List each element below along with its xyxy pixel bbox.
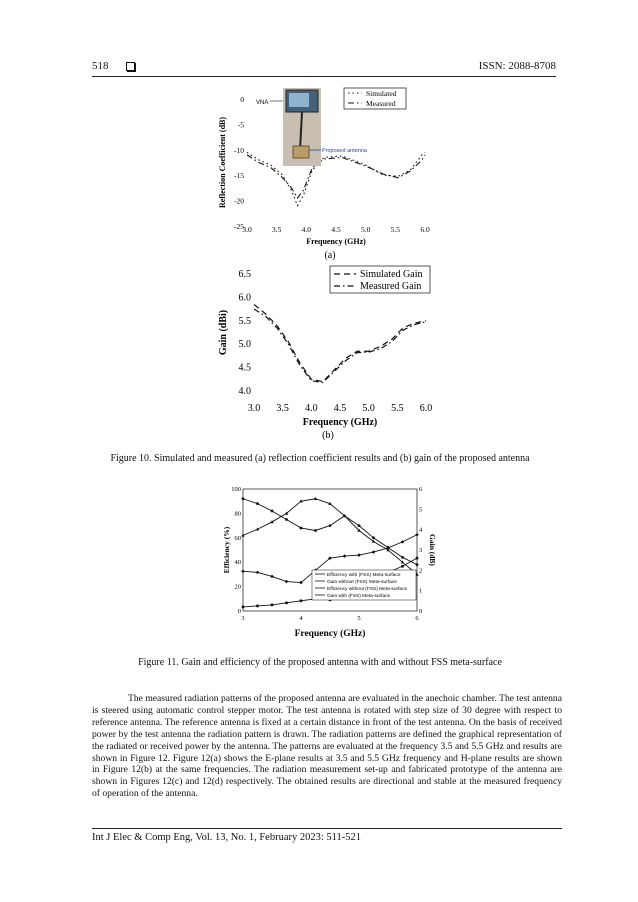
y-tick-label: -25 bbox=[234, 222, 244, 231]
data-point bbox=[256, 571, 260, 575]
legend-label: Gain without (FSS) Meta-surface bbox=[327, 580, 397, 585]
data-point bbox=[401, 556, 404, 559]
x-tick-label: 4.0 bbox=[301, 225, 312, 234]
figure11-caption: Figure 11. Gain and efficiency of the proposed antenna with and without FSS meta-surface bbox=[138, 657, 502, 668]
y-tick-label: 40 bbox=[234, 559, 241, 567]
panel-b-label: (b) bbox=[322, 430, 334, 441]
legend-label: Measured Gain bbox=[360, 281, 422, 292]
data-point bbox=[343, 554, 347, 558]
y-tick-label: 100 bbox=[231, 486, 241, 493]
x-axis-label: Frequency (GHz) bbox=[306, 237, 366, 246]
data-point bbox=[372, 550, 376, 554]
proposed-antenna-label: Proposed antenna bbox=[322, 148, 367, 154]
y-right-tick-label: 1 bbox=[419, 587, 423, 595]
x-tick-label: 3.0 bbox=[247, 403, 261, 414]
data-point bbox=[271, 510, 274, 513]
data-point bbox=[357, 553, 361, 557]
legend-label: Gain with (FSS) Meta-surface bbox=[327, 594, 391, 599]
y-tick-label: 6.0 bbox=[238, 292, 251, 304]
y-right-axis-label: Gain (dB) bbox=[428, 534, 437, 566]
data-point bbox=[329, 524, 332, 527]
y-right-tick-label: 3 bbox=[419, 547, 423, 554]
data-point bbox=[300, 600, 303, 603]
data-point bbox=[242, 606, 245, 609]
y-axis-label: Reflection Coefficient (dB) bbox=[218, 116, 227, 209]
x-tick-label: 4 bbox=[299, 615, 303, 622]
data-point bbox=[256, 605, 259, 608]
data-point bbox=[372, 536, 375, 539]
data-point bbox=[285, 602, 288, 605]
y-tick-label: -20 bbox=[234, 196, 244, 206]
x-tick-label: 5 bbox=[357, 615, 361, 622]
x-tick-label: 6 bbox=[415, 615, 419, 622]
data-point bbox=[358, 524, 361, 527]
page-number: 518 bbox=[92, 60, 109, 72]
x-tick-label: 4.0 bbox=[305, 403, 318, 414]
legend-label: Efficiency without (FSS) Meta-surface bbox=[327, 587, 408, 592]
y-right-tick-label: 0 bbox=[419, 608, 423, 615]
y-right-tick-label: 6 bbox=[419, 486, 423, 493]
legend-label: Efficiency with (FSS) Meta-surface bbox=[327, 573, 401, 578]
x-tick-label: 3.5 bbox=[271, 225, 282, 234]
y-tick-label: -10 bbox=[234, 145, 244, 155]
y-tick-label: 5.0 bbox=[238, 339, 251, 351]
data-point bbox=[314, 529, 317, 532]
data-point bbox=[285, 580, 289, 584]
legend-label: Simulated bbox=[366, 89, 397, 98]
y-tick-label: 0 bbox=[240, 95, 244, 104]
y-tick-label: -5 bbox=[237, 120, 244, 130]
x-tick-label: 5.5 bbox=[390, 225, 401, 234]
y-tick-label: 4.5 bbox=[238, 362, 251, 374]
y-tick-label: 0 bbox=[237, 608, 241, 615]
y-tick-label: 5.5 bbox=[238, 315, 251, 327]
y-tick-label: 60 bbox=[234, 534, 241, 542]
data-point bbox=[401, 565, 404, 568]
x-tick-label: 6.0 bbox=[420, 225, 430, 234]
x-tick-label: 3.5 bbox=[276, 403, 289, 414]
y-tick-label: 6.5 bbox=[238, 269, 251, 280]
data-point bbox=[401, 540, 405, 544]
legend-label: Simulated Gain bbox=[360, 269, 423, 280]
y-tick-label: -15 bbox=[234, 171, 244, 181]
data-point bbox=[271, 604, 274, 607]
footer-citation: Int J Elec & Comp Eng, Vol. 13, No. 1, February 2023: 511-521 bbox=[92, 832, 361, 843]
x-tick-label: 5.0 bbox=[360, 225, 371, 234]
panel-a-label: (a) bbox=[324, 250, 336, 261]
y-right-tick-label: 2 bbox=[419, 567, 423, 575]
series-line-efficiency-without-fss-meta-surface bbox=[243, 499, 417, 575]
footer-divider bbox=[92, 828, 562, 829]
y-tick-label: 80 bbox=[234, 510, 241, 518]
data-point bbox=[300, 527, 303, 530]
vna-label: VNA bbox=[256, 100, 269, 106]
x-axis-label: Frequency (GHz) bbox=[302, 417, 378, 428]
x-tick-label: 5.0 bbox=[362, 403, 375, 414]
x-tick-label: 3.0 bbox=[242, 225, 252, 234]
data-point bbox=[416, 563, 419, 566]
y-tick-label: 20 bbox=[234, 583, 241, 591]
x-tick-label: 4.5 bbox=[333, 403, 347, 414]
y-axis-label: Efficiency (%) bbox=[222, 526, 231, 574]
data-point bbox=[285, 518, 288, 521]
data-point bbox=[416, 557, 419, 560]
legend-label: Measured bbox=[366, 99, 396, 108]
y-tick-label: 4.0 bbox=[238, 386, 251, 397]
data-point bbox=[270, 575, 274, 579]
series-line-efficiency-with-fss-meta-surface bbox=[243, 499, 417, 565]
y-right-tick-label: 5 bbox=[419, 506, 423, 514]
y-axis-label: Gain (dBi) bbox=[218, 309, 229, 356]
figure10-caption: Figure 10. Simulated and measured (a) reflection coefficient results and (b) gain of the proposed antenna bbox=[110, 453, 530, 464]
x-tick-label: 5.5 bbox=[391, 403, 404, 414]
x-tick-label: 3 bbox=[241, 615, 245, 622]
data-point bbox=[242, 497, 245, 500]
data-point bbox=[256, 502, 259, 505]
x-tick-label: 6.0 bbox=[419, 403, 433, 414]
x-tick-label: 4.5 bbox=[331, 225, 341, 234]
y-right-tick-label: 4 bbox=[419, 526, 423, 534]
journal-issn: ISSN: 2088-8708 bbox=[478, 60, 556, 72]
x-axis-label: Frequency (GHz) bbox=[294, 629, 366, 639]
body-paragraph: The measured radiation patterns of the proposed antenna are evaluated in the anechoic chamber. The test antenna is steered using automatic control stepper motor. The test antenna is rotated with step size of 30 degree with respect to reference antenna. The reference antenna is fixed at a certain distance in front of the test antenna. On the basis of received power by the test antenna the radiation pattern is drawn. The radiation patterns are defined the graphical representation of the radiated or received power by the antenna. The patterns are evaluated at the frequency 3.5 and 5.5 GHz and results are shown in Figure 12. Figure 12(a) shows the E-plane results at 3.5 and 5.5 GHz frequency and H-plane results are shown in Figure 12(b) at the same frequencies. The radiation measurement set-up and fabricated prototype of the antenna are shown in Figures 12(c) and 12(d) respectively. The obtained results are directional and stable at the measured frequency of operation of the antenna. bbox=[92, 693, 562, 800]
data-point bbox=[241, 570, 245, 574]
